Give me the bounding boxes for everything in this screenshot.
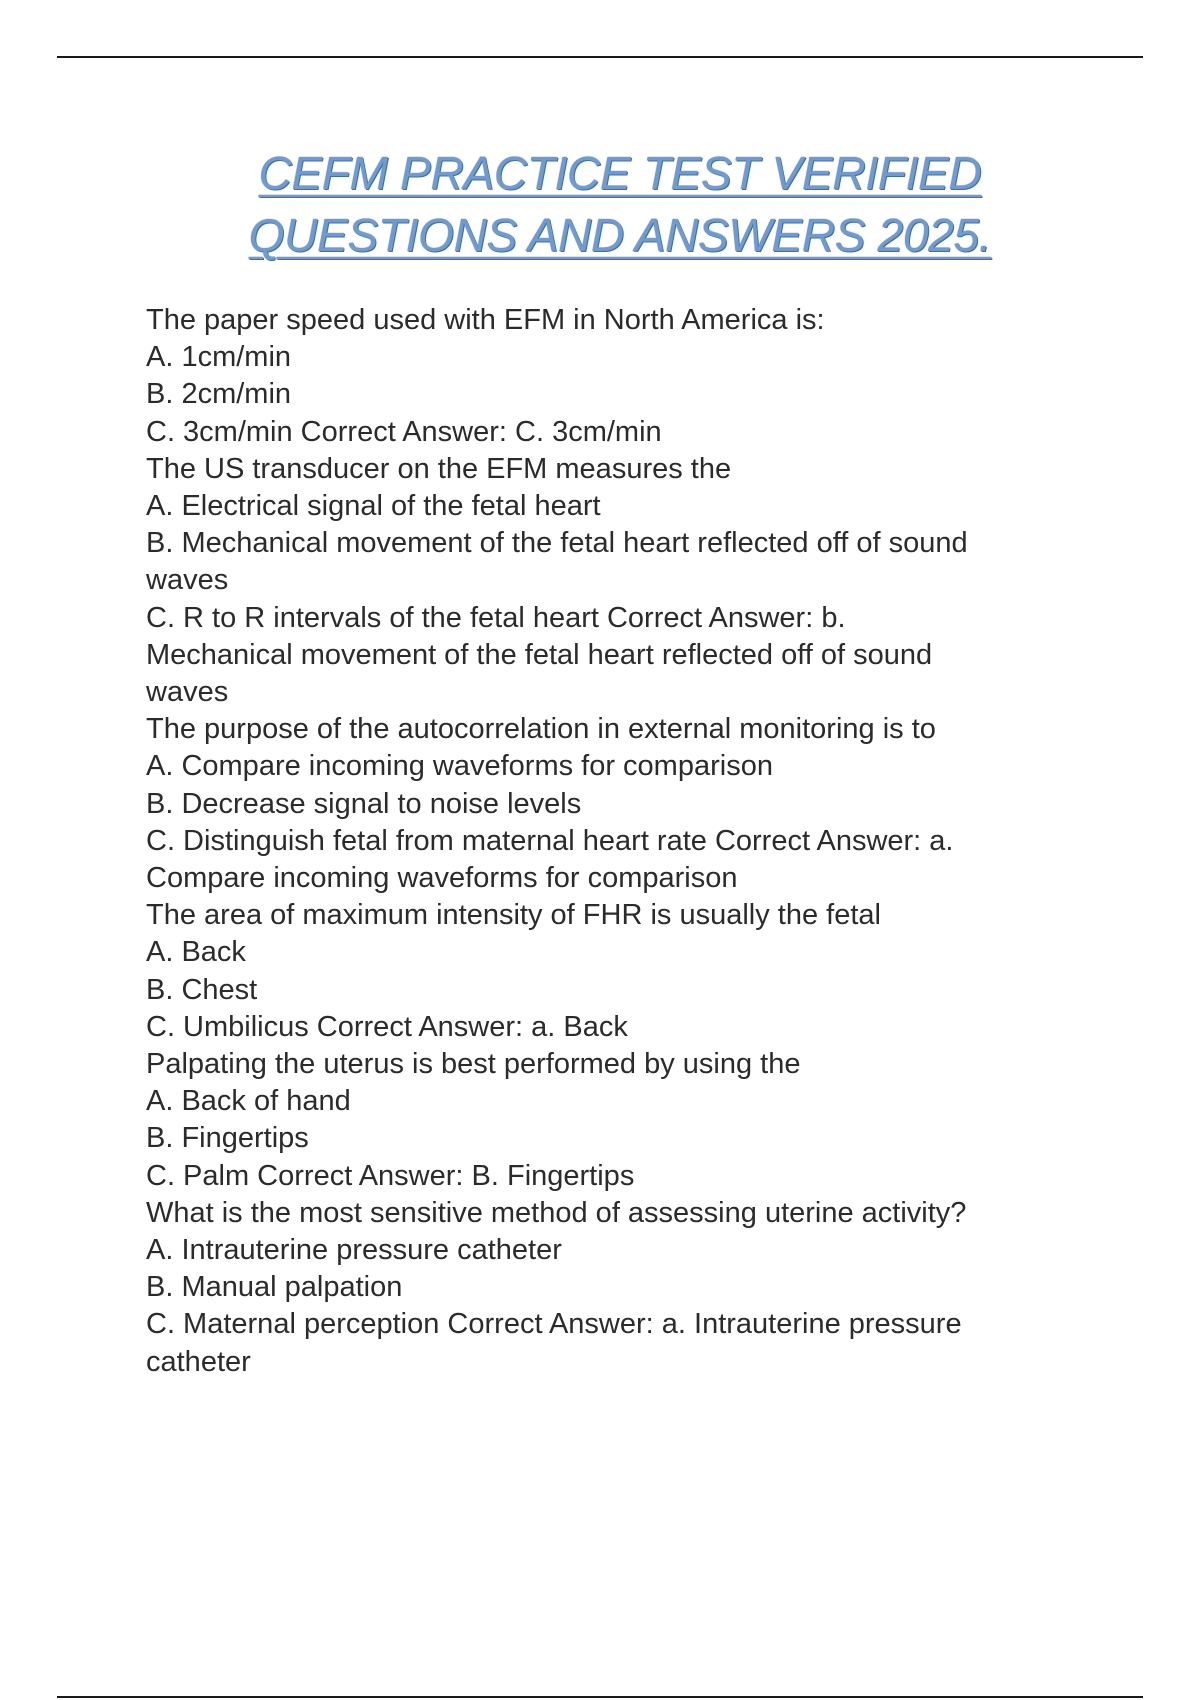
top-rule	[57, 56, 1143, 58]
text-line: The paper speed used with EFM in North America is:	[146, 304, 825, 336]
text-line: B. Manual palpation	[146, 1271, 403, 1304]
text-line: B. Chest	[146, 973, 258, 1006]
text-line: A. Intrauterine pressure catheter	[146, 1234, 562, 1267]
text-line: A. Electrical signal of the fetal heart	[146, 490, 601, 523]
text-line: The purpose of the autocorrelation in external monitoring is to	[146, 713, 936, 746]
text-line: A. Back	[146, 936, 246, 969]
text-line: B. Decrease signal to noise levels	[146, 787, 582, 820]
text-line: catheter	[146, 1345, 251, 1378]
question-body	[146, 302, 1076, 1381]
text-line: A. 1cm/min	[146, 341, 292, 374]
text-line: Compare incoming waveforms for comparison	[146, 862, 738, 895]
text-line: The US transducer on the EFM measures the	[146, 452, 732, 485]
bottom-rule	[57, 1696, 1143, 1698]
document-title	[0, 142, 1200, 266]
text-line: Mechanical movement of the fetal heart reflected off of sound	[146, 638, 933, 671]
text-line: C. Distinguish fetal from maternal heart rate Correct Answer: a.	[146, 824, 954, 857]
text-line: B. Mechanical movement of the fetal heart reflected off of sound	[146, 527, 968, 560]
text-line: What is the most sensitive method of assessing uterine activity?	[146, 1196, 967, 1229]
text-line: C. 3cm/min Correct Answer: C. 3cm/min	[146, 415, 662, 448]
text-line: C. Umbilicus Correct Answer: a. Back	[146, 1010, 628, 1043]
text-line: A. Back of hand	[146, 1085, 351, 1118]
text-line: C. Palm Correct Answer: B. Fingertips	[146, 1159, 635, 1192]
text-line: The area of maximum intensity of FHR is usually the fetal	[146, 899, 881, 932]
text-line: C. R to R intervals of the fetal heart Correct Answer: b.	[146, 601, 846, 634]
text-line: B. 2cm/min	[146, 378, 292, 411]
text-line: A. Compare incoming waveforms for comparison	[146, 750, 773, 783]
text-line: C. Maternal perception Correct Answer: a. Intrauterine pressure	[146, 1308, 962, 1341]
title-line-1: CEFM PRACTICE TEST VERIFIED	[258, 147, 982, 199]
text-line: waves	[146, 676, 229, 709]
title-line-2: QUESTIONS AND ANSWERS 2025.	[248, 209, 992, 261]
text-line: Palpating the uterus is best performed by using the	[146, 1048, 801, 1081]
text-line: B. Fingertips	[146, 1122, 309, 1155]
text-line: waves	[146, 564, 229, 597]
